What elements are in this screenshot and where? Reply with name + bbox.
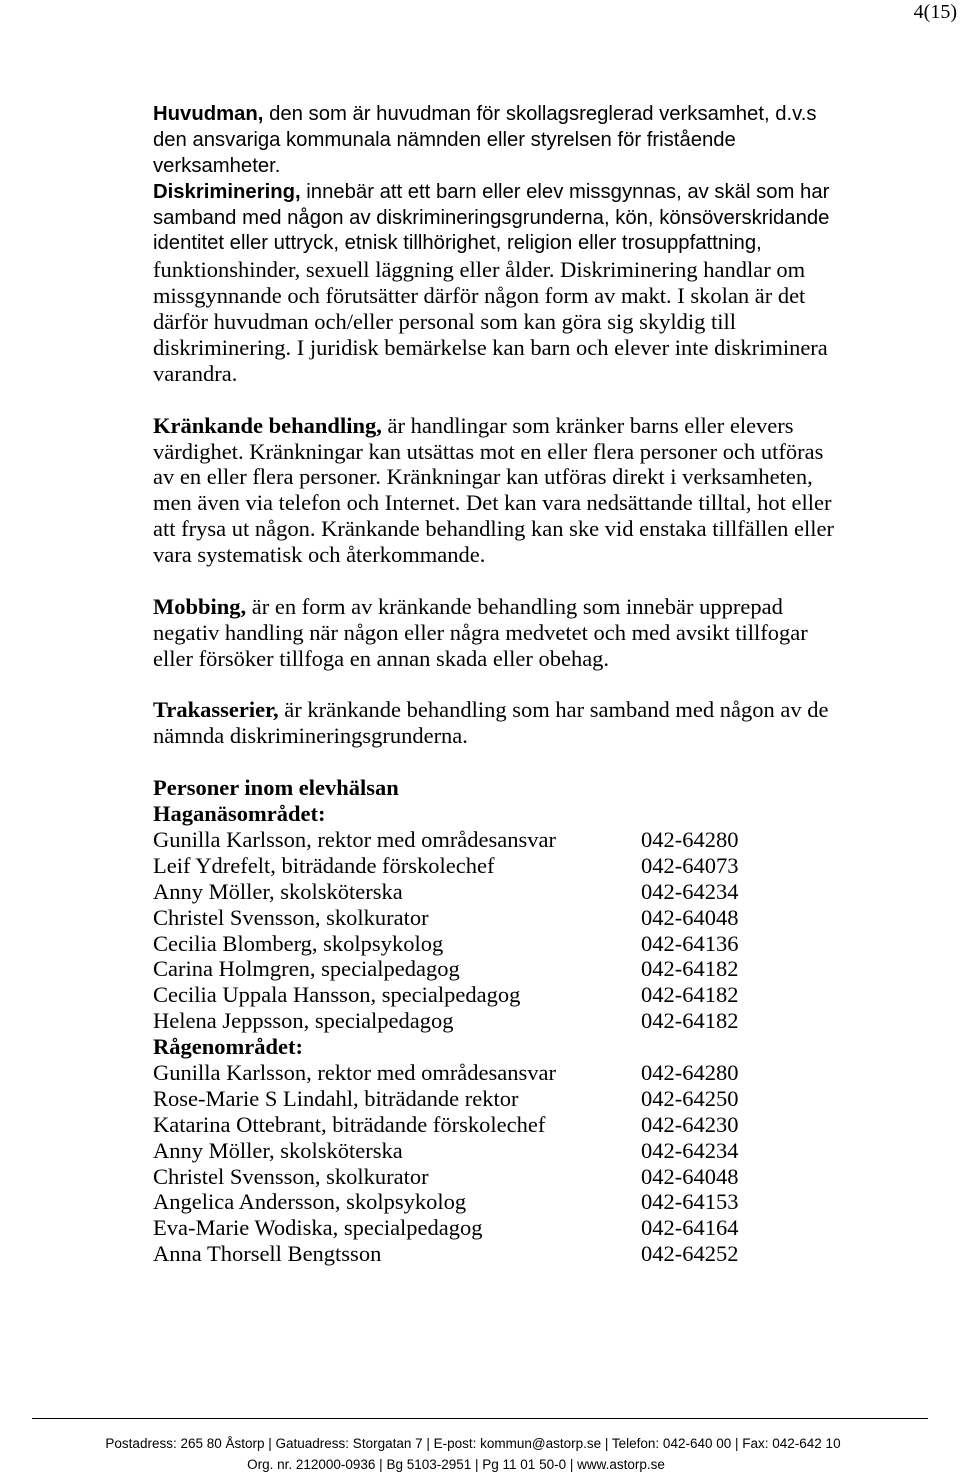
staff-name: Katarina Ottebrant, biträdande förskolechef xyxy=(153,1111,546,1137)
staff-row xyxy=(153,956,943,982)
staff-name: Helena Jeppsson, specialpedagog xyxy=(153,1008,454,1034)
definition-first-line xyxy=(153,102,943,128)
definition-line: identitet eller uttryck, etnisk tillhörighet, religion eller trosuppfattning, xyxy=(153,232,762,255)
page-content xyxy=(153,102,943,1267)
area-heading: Haganäsområdet: xyxy=(153,801,326,827)
definition-trakasserier xyxy=(153,697,943,749)
staff-phone: 042-64280 xyxy=(641,1059,739,1085)
staff-phone: 042-64048 xyxy=(641,904,739,930)
staff-row xyxy=(153,827,943,853)
staff-row xyxy=(153,1112,943,1138)
staff-name: Angelica Andersson, skolpsykolog xyxy=(153,1189,467,1215)
staff-phone: 042-64073 xyxy=(641,852,739,878)
definition-text: är kränkande behandling som har samband med någon av de xyxy=(284,697,829,723)
staff-row xyxy=(153,1060,943,1086)
staff-row xyxy=(153,1189,943,1215)
definition-term: Mobbing, xyxy=(153,593,247,619)
definition-line: varandra. xyxy=(153,360,238,386)
staff-name: Carina Holmgren, specialpedagog xyxy=(153,956,460,982)
definition-term: Kränkande behandling, xyxy=(153,412,382,438)
definition-line: av en eller flera personer. Kränkningar kan utföras direkt i verksamheten, xyxy=(153,464,813,490)
definition-line: att frysa ut någon. Kränkande behandling kan ske vid enstaka tillfällen eller xyxy=(153,516,835,542)
definition-line: vara systematisk och återkommande. xyxy=(153,542,486,568)
definition-term: Trakasserier, xyxy=(153,697,279,723)
footer-divider xyxy=(32,1418,928,1419)
definition-text: är en form av kränkande behandling som innebär upprepad xyxy=(251,593,783,619)
staff-phone: 042-64234 xyxy=(641,1137,739,1163)
definition-first-line xyxy=(153,180,943,206)
staff-phone: 042-64164 xyxy=(641,1215,739,1241)
staff-row xyxy=(153,905,943,931)
staff-name: Eva-Marie Wodiska, specialpedagog xyxy=(153,1215,483,1241)
definition-line: funktionshinder, sexuell läggning eller ålder. Diskriminering handlar om xyxy=(153,257,806,283)
definition-first-line xyxy=(153,697,943,723)
staff-name: Rose-Marie S Lindahl, biträdande rektor xyxy=(153,1085,519,1111)
footer-org: Org. nr. 212000-0936 | Bg 5103-2951 | Pg 11 01 50-0 | www.astorp.se xyxy=(247,1457,665,1472)
staff-name: Gunilla Karlsson, rektor med områdesansvar xyxy=(153,1059,557,1085)
staff-phone: 042-64153 xyxy=(641,1189,739,1215)
staff-phone: 042-64182 xyxy=(641,982,739,1008)
staff-row xyxy=(153,1164,943,1190)
staff-phone: 042-64048 xyxy=(641,1163,739,1189)
definition-huvudman xyxy=(153,102,943,180)
definition-line: men även via telefon och Internet. Det kan vara nedsättande tilltal, hot eller xyxy=(153,490,832,516)
definition-term: Diskriminering, xyxy=(153,180,301,203)
page-number: 4(15) xyxy=(913,1,957,23)
staff-phone: 042-64230 xyxy=(641,1111,739,1137)
staff-phone: 042-64280 xyxy=(641,826,739,852)
definition-text: den som är huvudman för skollagsreglerad verksamhet, d.v.s xyxy=(269,103,817,125)
staff-heading: Personer inom elevhälsan xyxy=(153,775,399,801)
definition-first-line xyxy=(153,594,943,620)
staff-name: Gunilla Karlsson, rektor med områdesansvar xyxy=(153,826,557,852)
staff-phone: 042-64136 xyxy=(641,930,739,956)
staff-name: Christel Svensson, skolkurator xyxy=(153,904,429,930)
definition-line: verksamheter. xyxy=(153,154,281,177)
footer-address: Postadress: 265 80 Åstorp | Gatuadress: Storgatan 7 | E-post: kommun@astorp.se | Telefon: 042-640 00 | Fax: 042-642 10 xyxy=(105,1436,841,1451)
definition-line: den ansvariga kommunala nämnden eller styrelsen för fristående xyxy=(153,128,736,151)
definition-text: innebär att ett barn eller elev missgynnas, av skäl som har xyxy=(306,180,830,203)
definition-first-line xyxy=(153,413,943,439)
definition-diskriminering xyxy=(153,180,943,387)
staff-phone: 042-64234 xyxy=(641,878,739,904)
staff-name: Cecilia Uppala Hansson, specialpedagog xyxy=(153,982,521,1008)
staff-row xyxy=(153,931,943,957)
definition-text: är handlingar som kränker barns eller elevers xyxy=(387,412,794,438)
staff-row xyxy=(153,879,943,905)
definition-line: därför huvudman och/eller personal som kan göra sig skyldig till xyxy=(153,309,737,335)
staff-row xyxy=(153,1008,943,1034)
staff-row xyxy=(153,1215,943,1241)
staff-row xyxy=(153,1138,943,1164)
definition-mobbing xyxy=(153,594,943,672)
definition-line: värdighet. Kränkningar kan utsättas mot en eller flera personer och utföras xyxy=(153,438,824,464)
definition-line: negativ handling när någon eller några medvetet och med avsikt tillfogar xyxy=(153,619,808,645)
definition-line: missgynnande och förutsätter därför någon form av makt. I skolan är det xyxy=(153,283,806,309)
staff-name: Christel Svensson, skolkurator xyxy=(153,1163,429,1189)
staff-name: Anny Möller, skolsköterska xyxy=(153,878,403,904)
definition-term: Huvudman, xyxy=(153,103,264,125)
staff-row xyxy=(153,982,943,1008)
staff-phone: 042-64250 xyxy=(641,1085,739,1111)
definition-line: eller försöker tillfoga en annan skada eller obehag. xyxy=(153,645,610,671)
staff-phone: 042-64182 xyxy=(641,1008,739,1034)
staff-section xyxy=(153,775,943,1267)
staff-phone: 042-64182 xyxy=(641,956,739,982)
definition-line: samband med någon av diskrimineringsgrunderna, kön, könsöverskridande xyxy=(153,206,830,229)
staff-name: Leif Ydrefelt, biträdande förskolechef xyxy=(153,852,495,878)
definition-krankande-behandling xyxy=(153,413,943,568)
staff-name: Cecilia Blomberg, skolpsykolog xyxy=(153,930,444,956)
staff-phone: 042-64252 xyxy=(641,1241,739,1267)
staff-name: Anny Möller, skolsköterska xyxy=(153,1137,403,1163)
staff-row xyxy=(153,1086,943,1112)
definition-line: diskriminering. I juridisk bemärkelse kan barn och elever inte diskriminera xyxy=(153,335,828,361)
area-heading: Rågenområdet: xyxy=(153,1034,303,1060)
staff-row xyxy=(153,853,943,879)
definition-line: nämnda diskrimineringsgrunderna. xyxy=(153,723,468,749)
staff-row xyxy=(153,1241,943,1267)
staff-name: Anna Thorsell Bengtsson xyxy=(153,1241,382,1267)
